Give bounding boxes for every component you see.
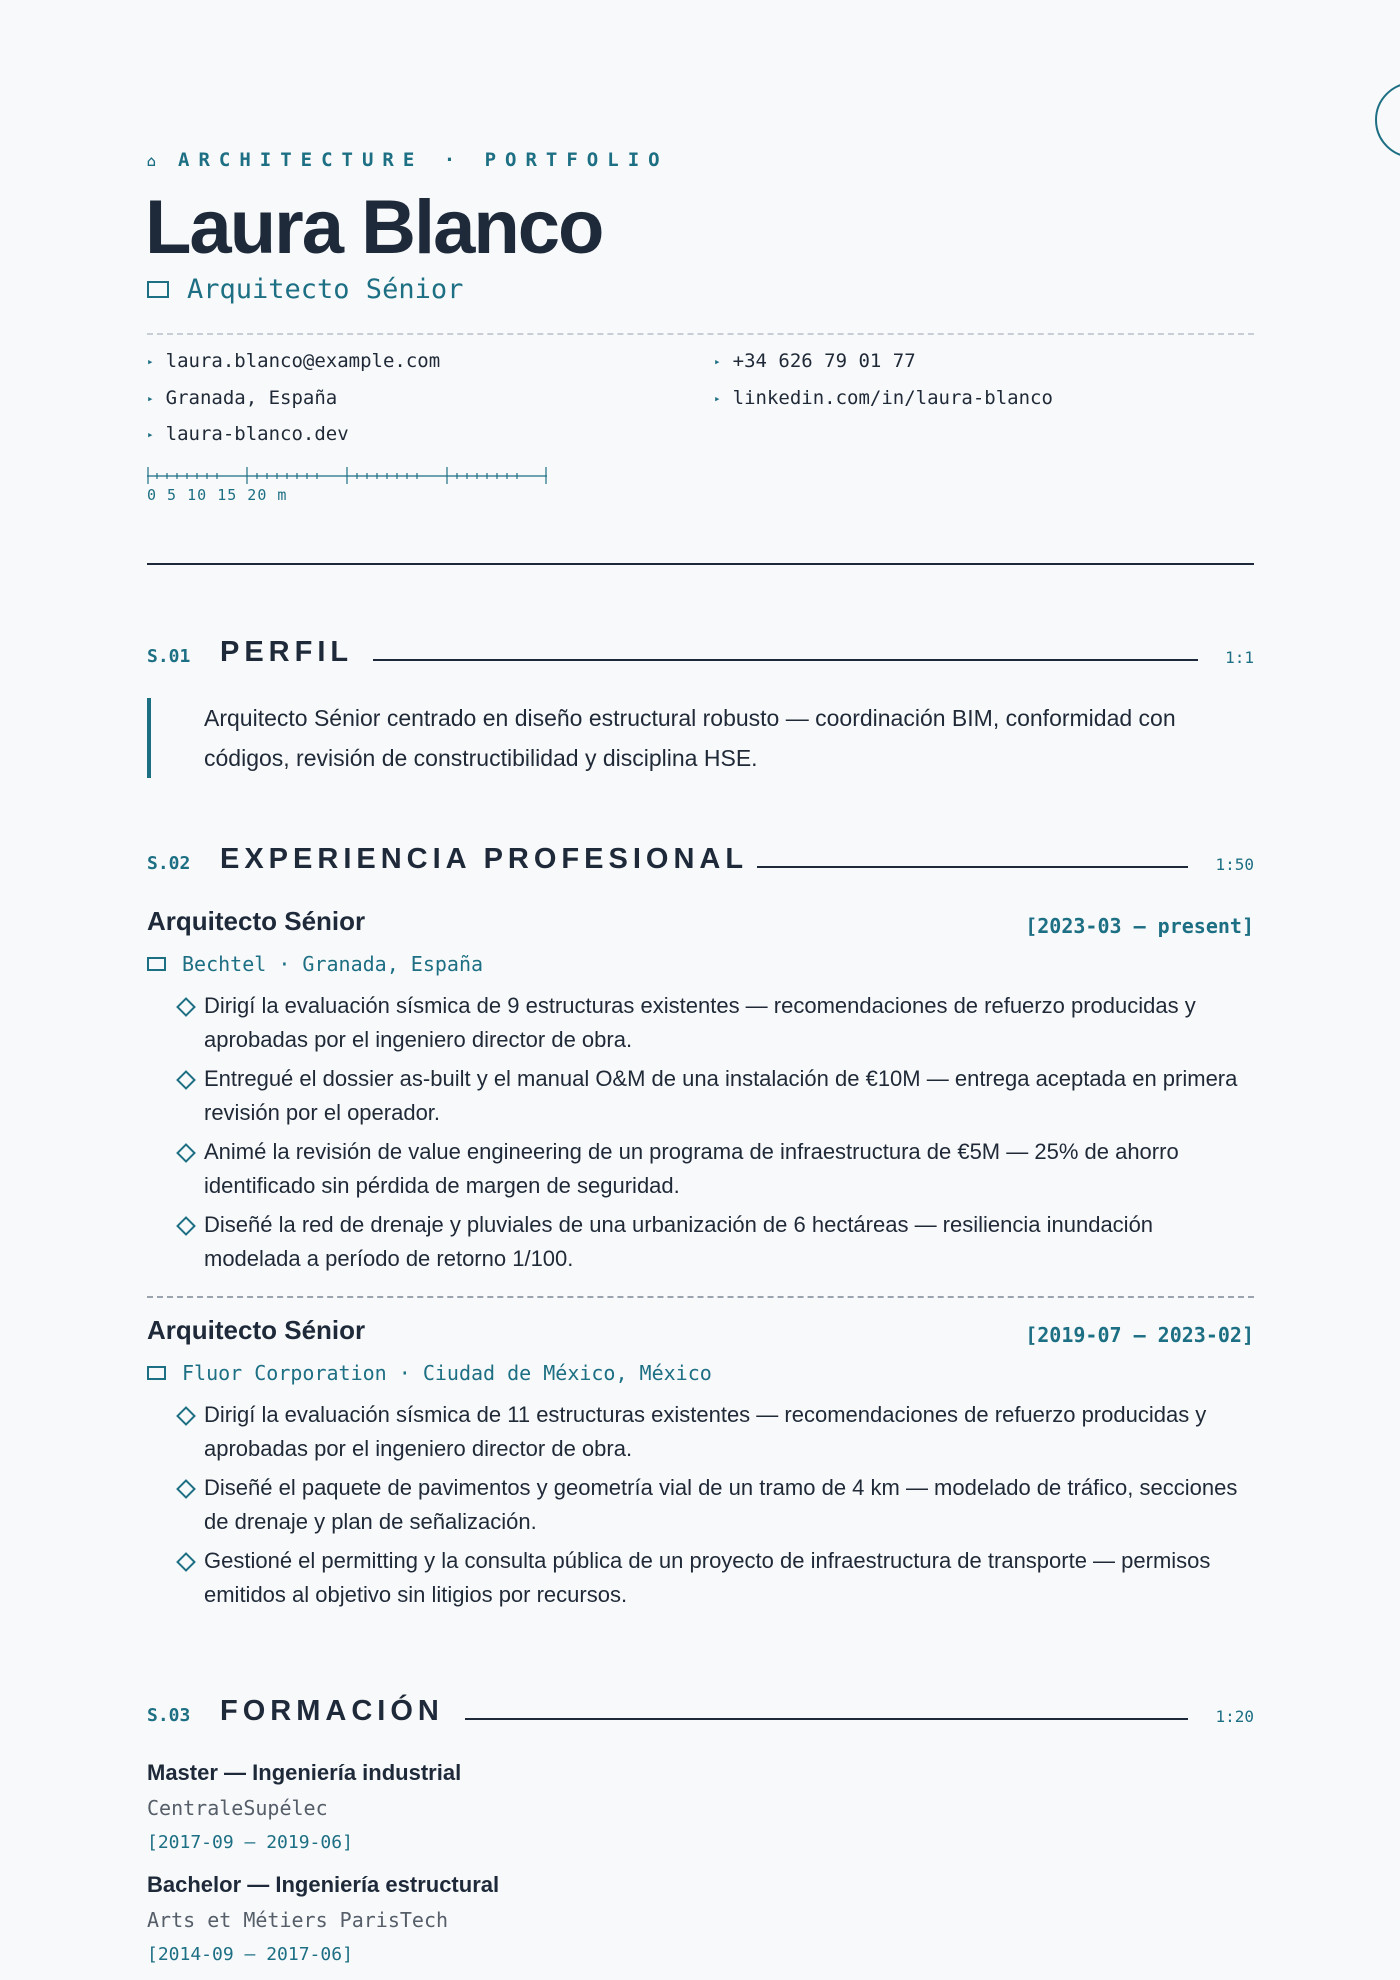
building-icon	[147, 1366, 166, 1380]
section-rule	[465, 1718, 1188, 1720]
job-organization	[147, 952, 483, 976]
role-line	[147, 274, 463, 305]
section-number: S.03	[147, 1705, 191, 1726]
section-number: S.02	[147, 853, 191, 874]
list-item	[177, 989, 1247, 1057]
education-school: CentraleSupélec	[147, 1796, 328, 1820]
job-bullets	[177, 989, 1247, 1281]
section-header-profile	[147, 633, 1254, 669]
compass-icon	[1374, 81, 1400, 159]
job-bullets	[177, 1398, 1247, 1617]
list-item	[177, 1398, 1247, 1466]
header-divider	[147, 333, 1254, 335]
section-header-education	[147, 1692, 1254, 1728]
org-text: Bechtel · Granada, España	[182, 952, 484, 976]
bullet-icon: ▸	[714, 391, 721, 405]
candidate-name: Laura Blanco	[145, 185, 603, 270]
job-title: Arquitecto Sénior	[147, 1315, 366, 1345]
bullet-text: Dirigí la evaluación sísmica de 9 estructuras existentes — recomendaciones de refuerzo producidas y aprobadas por el ingeniero director de obra.	[204, 993, 1196, 1052]
list-item	[177, 1062, 1247, 1130]
diamond-icon	[176, 1406, 196, 1426]
role-title: Arquitecto Sénior	[187, 274, 464, 305]
bullet-text: Gestioné el permitting y la consulta pública de un proyecto de infraestructura de transporte — permisos emitidos al objetivo sin litigios por recursos.	[204, 1548, 1211, 1607]
section-rule	[373, 659, 1198, 661]
contact-email[interactable]	[147, 350, 440, 372]
profile-text: Arquitecto Sénior centrado en diseño estructural robusto — coordinación BIM, conformidad con códigos, revisión de constructibilidad y disciplina HSE.	[204, 705, 1176, 771]
bullet-icon: ▸	[147, 354, 154, 368]
section-title: PERFIL	[220, 636, 354, 668]
job-dates: [2019-07 — 2023-02]	[1025, 1323, 1254, 1347]
email-text: laura.blanco@example.com	[165, 350, 441, 372]
bullet-icon: ▸	[147, 427, 154, 441]
bullet-icon: ▸	[714, 354, 721, 368]
job-separator	[147, 1296, 1254, 1298]
contact-location	[147, 387, 337, 409]
list-item	[177, 1135, 1247, 1203]
section-scale: 1:50	[1215, 855, 1254, 874]
job-title: Arquitecto Sénior	[147, 906, 366, 936]
education-degree: Bachelor — Ingeniería estructural	[147, 1872, 500, 1897]
contact-phone[interactable]	[714, 350, 916, 372]
section-scale: 1:1	[1225, 648, 1254, 667]
home-icon: ⌂	[147, 152, 157, 170]
eyebrow	[147, 149, 669, 171]
briefcase-icon	[147, 281, 169, 298]
diamond-icon	[176, 1216, 196, 1236]
bullet-text: Animé la revisión de value engineering de un programa de infraestructura de €5M — 25% de ahorro identificado sin pérdida de margen de seguridad.	[204, 1139, 1179, 1198]
section-title: FORMACIÓN	[220, 1695, 444, 1727]
section-number: S.01	[147, 646, 191, 667]
diamond-icon	[176, 1143, 196, 1163]
building-icon	[147, 957, 166, 971]
phone-text: +34 626 79 01 77	[732, 350, 916, 372]
location-text: Granada, España	[165, 387, 338, 409]
website-text: laura-blanco.dev	[165, 423, 349, 445]
scale-label: 0 5 10 15 20 m	[147, 486, 288, 504]
education-dates: [2014-09 – 2017-06]	[147, 1944, 353, 1965]
list-item	[177, 1471, 1247, 1539]
contact-website[interactable]	[147, 423, 349, 445]
diamond-icon	[176, 1552, 196, 1572]
diamond-icon	[176, 997, 196, 1017]
profile-block	[147, 698, 1258, 778]
linkedin-text: linkedin.com/in/laura-blanco	[732, 387, 1053, 409]
section-header-experience	[147, 840, 1254, 876]
education-dates: [2017-09 – 2019-06]	[147, 1832, 353, 1853]
bullet-text: Entregué el dossier as-built y el manual O&M de una instalación de €10M — entrega aceptada en primera revisión por el operador.	[204, 1066, 1238, 1125]
eyebrow-text: ARCHITECTURE · PORTFOLIO	[178, 149, 669, 171]
bullet-text: Diseñé el paquete de pavimentos y geometría vial de un tramo de 4 km — modelado de tráfico, secciones de drenaje y plan de señalización.	[204, 1475, 1238, 1534]
header-rule	[147, 563, 1254, 565]
education-degree: Master — Ingeniería industrial	[147, 1760, 462, 1785]
bullet-text: Diseñé la red de drenaje y pluviales de una urbanización de 6 hectáreas — resiliencia inundación modelada a período de retorno 1/100.	[204, 1212, 1154, 1271]
section-title: EXPERIENCIA PROFESIONAL	[220, 843, 749, 875]
list-item	[177, 1544, 1247, 1612]
list-item	[177, 1208, 1247, 1276]
bullet-icon: ▸	[147, 391, 154, 405]
scale-bar-icon	[147, 462, 547, 484]
section-scale: 1:20	[1215, 1707, 1254, 1726]
diamond-icon	[176, 1479, 196, 1499]
contact-linkedin[interactable]	[714, 387, 1053, 409]
section-rule	[757, 866, 1188, 868]
job-dates: [2023-03 — present]	[1025, 914, 1254, 938]
education-school: Arts et Métiers ParisTech	[147, 1908, 449, 1932]
org-text: Fluor Corporation · Ciudad de México, México	[182, 1361, 712, 1385]
bullet-text: Dirigí la evaluación sísmica de 11 estructuras existentes — recomendaciones de refuerzo producidas y aprobadas por el ingeniero director de obra.	[204, 1402, 1207, 1461]
job-organization	[147, 1361, 712, 1385]
diamond-icon	[176, 1070, 196, 1090]
